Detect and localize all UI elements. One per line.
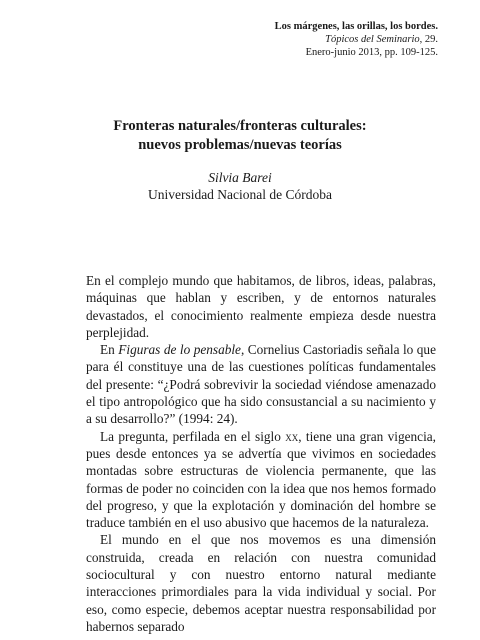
paragraph-3-pre: La pregunta, perfilada en el siglo [100, 428, 286, 444]
century-numeral: xx [285, 428, 299, 444]
author-affiliation: Universidad Nacional de Córdoba [147, 187, 333, 202]
article-title-line-1: Fronteras naturales/fronteras culturales: [113, 118, 367, 134]
paragraph-2-pre: En [100, 342, 119, 358]
author-name: Silvia Barei [208, 170, 272, 185]
body-text [86, 272, 436, 635]
header-title: Los márgenes, las orillas, los bordes. [274, 21, 438, 32]
header-journal-number: , 29. [419, 34, 438, 45]
article-title-line-2: nuevos problemas/nuevas teorías [138, 137, 342, 153]
running-header [275, 20, 438, 59]
header-journal [275, 33, 438, 46]
paragraph-2-post: , Cornelius Castoriadis señala lo que para él constituye una de las cuestiones políticas fundamentales del presente: “¿Podrá sobrevivir la sociedad viéndose amenazado el tipo antropológico que ha sido consustancial a su nacimiento y a su desarrollo?” (1994: 24). [86, 342, 436, 427]
paragraph-1: En el complejo mundo que habitamos, de libros, ideas, palabras, máquinas que hablan y escriben, y de entornos naturales devastados, el conocimiento realmente empieza desde nuestra perplejidad. [86, 273, 436, 340]
paragraph-2 [86, 341, 436, 427]
paragraph-3-post: , tiene una gran vigencia, pues desde entonces ya se advertía que vivimos en sociedades montadas sobre estructuras de violencia permanente, que las formas de poder no coinciden con la idea que nos hemos formado del progreso, y que la explotación y dominación del hombre se traduce también en el uso abusivo que hacemos de la naturaleza. [86, 428, 436, 531]
paragraph-3 [86, 428, 436, 532]
paragraph-4: El mundo en el que nos movemos es una dimensión construida, creada en relación con nuestra comunidad sociocultural y con nuestro entorno natural mediante interacciones primordiales para la vida individual y social. Por eso, como especie, debemos aceptar nuestra responsabilidad por habernos separado [86, 532, 436, 634]
header-journal-name: Tópicos del Seminario [325, 34, 420, 45]
header-issue: Enero-junio 2013, pp. 109-125. [305, 47, 438, 58]
book-title: Figuras de lo pensable [118, 342, 241, 358]
article-title [80, 117, 400, 155]
